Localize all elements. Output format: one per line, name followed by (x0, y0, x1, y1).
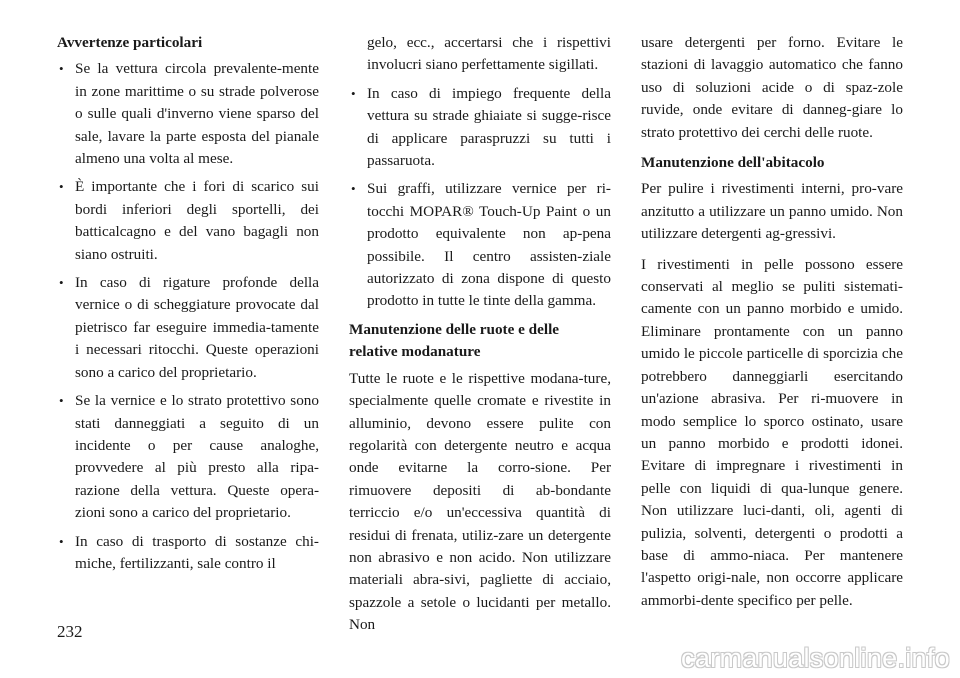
body-paragraph: I rivestimenti in pelle possono essere conservati al meglio se puliti sistemati-camente con un panno morbido e umido. Eliminare prontamente con un panno umido le piccole particelle di sporcizia che potrebbero danneggiarli esercitando un'azione abrasiva. Per ri-muovere in modo semplice lo sporco ostinato, usare un panno morbido e prodotti idonei. Evitare di impregnare i rivestimenti in pelle con liquidi di qua-lunque genere. Non utilizzare luci-danti, oli, agenti di pulizia, solventi, detergenti o prodotti a base di ammo-niaca. Per mantenere l'aspetto origi-nale, non occorre applicare ammorbi-dente specifico per pelle. (641, 255, 903, 609)
column-middle (349, 32, 611, 645)
bullet-icon: • (59, 393, 64, 409)
column-right (641, 32, 903, 620)
list-item (57, 390, 319, 524)
watermark: carmanualsonline.info (681, 643, 950, 673)
list-item-text: In caso di rigature profonde della vernice o di scheggiature provocate dal pietrisco far eseguire immedia-tamente i necessari ritocchi. Queste operazioni sono a carico del proprietario. (75, 274, 319, 381)
list-item-continuation (349, 32, 611, 77)
body-paragraph: Per pulire i rivestimenti interni, pro-vare anzitutto a utilizzare un panno umido. Non utilizzare detergenti ag-gressivi. (641, 180, 903, 243)
list-item (57, 58, 319, 170)
bullet-icon: • (59, 533, 64, 549)
bullet-icon: • (59, 275, 64, 291)
list-item (57, 531, 319, 576)
column-left (57, 32, 319, 581)
list-item-text: Se la vettura circola prevalente-mente in zone marittime o su strade polverose o sulle quali d'inverno viene sparso del sale, lavare la parte esposta del pianale almeno una volta al mese. (75, 60, 319, 168)
page-number: 232 (57, 622, 83, 641)
bullet-icon: • (59, 179, 64, 195)
list-item-text: Sui graffi, utilizzare vernice per ri-tocchi MOPAR® Touch-Up Paint o un prodotto equivalente non ap-pena possibile. Il centro assisten-ziale autorizzato di zona dispone di questo prodotto in tutte le tinte della gamma. (367, 180, 611, 310)
bullet-icon: • (351, 85, 356, 101)
body-paragraph: usare detergenti per forno. Evitare le stazioni di lavaggio automatico che fanno uso di soluzioni acide o di spaz-zole ruvide, onde evitare di danneg-giare lo strato protettivo dei cerchi delle ruote. (641, 34, 903, 141)
list-item-text: In caso di impiego frequente della vettura su strade ghiaiate si sugge-risce di applicare paraspruzzi su tutti i passaruota. (367, 84, 611, 170)
list-item (57, 176, 319, 266)
bullet-icon: • (59, 61, 64, 77)
bullet-list (57, 58, 319, 575)
list-item (349, 83, 611, 173)
list-item-text: Se la vernice e lo strato protettivo sono stati danneggiati a seguito di un incidente o per cause analoghe, provvedere al più presto alla ripa-razione della vettura. Queste opera-zioni sono a carico del proprietario. (75, 392, 319, 522)
section-heading: Manutenzione dell'abitacolo (641, 154, 825, 172)
list-item-text: È importante che i fori di scarico sui bordi inferiori degli sportelli, dei batticalcagno e del vano bagagli non siano ostruiti. (75, 178, 319, 263)
bullet-list (349, 32, 611, 313)
section-heading: Manutenzione delle ruote e delle relative modanature (349, 320, 560, 361)
list-item-text: gelo, ecc., accertarsi che i rispettivi involucri siano perfettamente sigillati. (367, 34, 611, 74)
list-item-text: In caso di trasporto di sostanze chi-miche, fertilizzanti, sale contro il (75, 532, 319, 572)
list-item (349, 178, 611, 312)
bullet-icon: • (351, 181, 356, 197)
list-item (57, 272, 319, 384)
body-paragraph: Tutte le ruote e le rispettive modana-ture, specialmente quelle cromate e rivestite in alluminio, devono essere pulite con regolarità con detergente neutro e acqua onde evitarne la corro-sione. Per rimuovere depositi di ab-bondante terriccio e/o un'eccessiva quantità di residui di frenata, utiliz-zare un detergente non abrasivo e non acido. Non utilizzare materiali abra-sivi, pagliette di acciaio, spazzole a setole o lucidanti per metallo. Non (349, 369, 611, 634)
section-heading: Avvertenze particolari (57, 34, 203, 51)
